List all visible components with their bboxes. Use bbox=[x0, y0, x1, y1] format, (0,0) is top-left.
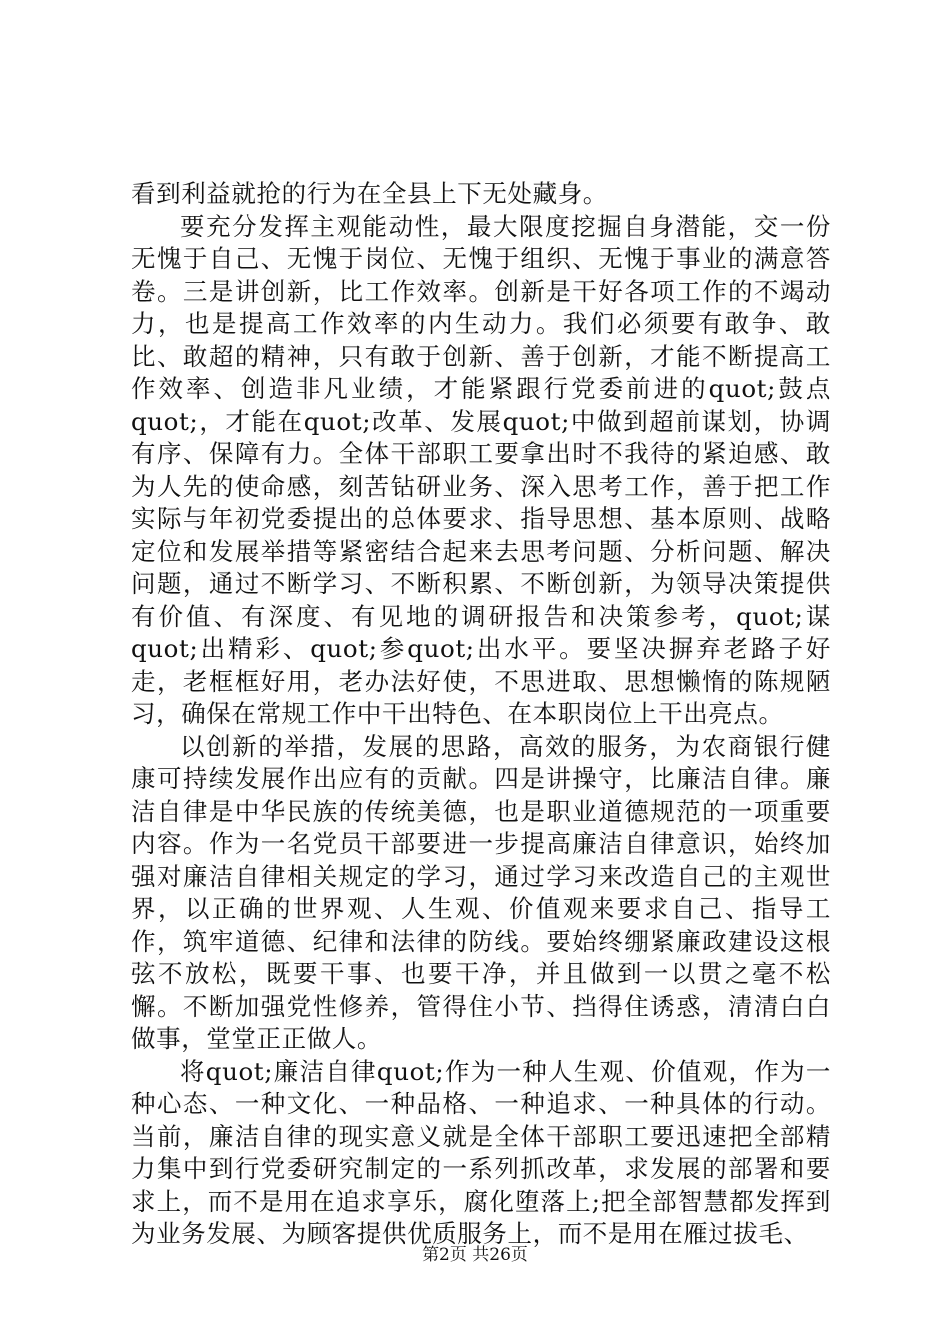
paragraph: 以创新的举措，发展的思路，高效的服务，为农商银行健康可持续发展作出应有的贡献。四是讲操守，比廉洁自律。廉洁自律是中华民族的传统美德，也是职业道德规范的一项重要内容。作为一名党员干部要进一步提高廉洁自律意识，始终加强对廉洁自律相关规定的学习，通过学习来改造自己的主观世界，以正确的世界观、人生观、价值观来要求自己、指导工作，筑牢道德、纪律和法律的防线。要始终绷紧廉政建设这根弦不放松，既要干事、也要干净，并且做到一以贯之毫不松懈。不断加强党性修养，管得住小节、挡得住诱惑，清清白白做事，堂堂正正做人。 bbox=[131, 731, 831, 1053]
paragraph-continued: 看到利益就抢的行为在全县上下无处藏身。 bbox=[131, 179, 608, 208]
paragraph: 将quot;廉洁自律quot;作为一种人生观、价值观，作为一种心态、一种文化、一种品格、一种追求、一种具体的行动。当前，廉洁自律的现实意义就是全体干部职工要迅速把全部精力集中到行党委研究制定的一系列抓改革，求发展的部署和要求上，而不是用在追求享乐，腐化堕落上;把全部智慧都发挥到为业务发展、为顾客提供优质服务上，而不是用在雁过拔毛、 bbox=[131, 1056, 831, 1248]
document-body bbox=[131, 178, 831, 1251]
page-footer bbox=[0, 1244, 950, 1266]
paragraph: 要充分发挥主观能动性，最大限度挖掘自身潜能，交一份无愧于自己、无愧于岗位、无愧于组织、无愧于事业的满意答卷。三是讲创新，比工作效率。创新是干好各项工作的不竭动力，也是提高工作效率的内生动力。我们必须要有敢争、敢比、敢超的精神，只有敢于创新、善于创新，才能不断提高工作效率、创造非凡业绩，才能紧跟行党委前进的quot;鼓点quot;，才能在quot;改革、发展quot;中做到超前谋划，协调有序、保障有力。全体干部职工要拿出时不我待的紧迫感、敢为人先的使命感，刻苦钻研业务、深入思考工作，善于把工作实际与年初党委提出的总体要求、指导思想、基本原则、战略定位和发展举措等紧密结合起来去思考问题、分析问题、解决问题，通过不断学习、不断积累、不断创新，为领导决策提供有价值、有深度、有见地的调研报告和决策参考，quot;谋quot;出精彩、quot;参quot;出水平。要坚决摒弃老路子好走，老框框好用，老办法好使，不思进取、思想懒惰的陈规陋习，确保在常规工作中干出特色、在本职岗位上干出亮点。 bbox=[131, 211, 831, 728]
page-number: 第2页 共26页 bbox=[422, 1245, 528, 1265]
